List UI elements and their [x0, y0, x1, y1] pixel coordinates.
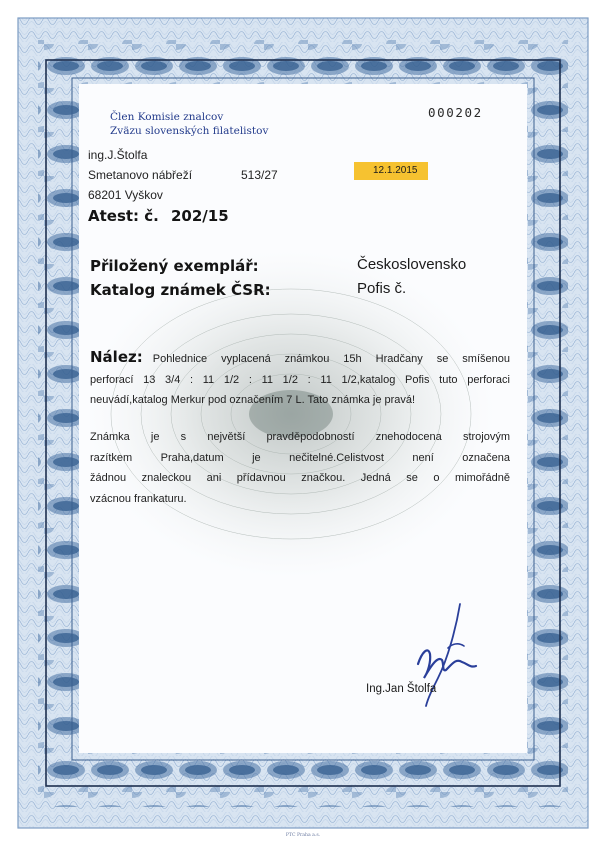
- address-street: Smetanovo nábřeží: [88, 168, 193, 182]
- note-line-2: razítkem Praha,datum je nečitelné.Celistvost není označena: [90, 451, 510, 464]
- finding-line-1-text: Pohlednice vyplacená známkou 15h Hradčany se smíšenou: [152, 353, 510, 365]
- signer-name: Ing.Jan Štolfa: [366, 683, 437, 695]
- note-line-4: vzácnou frankaturu.: [90, 492, 187, 505]
- finding-line-1: [90, 347, 510, 370]
- attest-number: 202/15: [171, 207, 229, 225]
- serial-number: 000202: [428, 105, 483, 120]
- org-line-2: Zväzu slovenských filatelistov: [110, 125, 269, 137]
- finding-paragraph: [90, 347, 510, 411]
- printer-mark: PTC Praha a.s.: [285, 833, 321, 838]
- catalog-value: Pofis č.: [357, 280, 407, 297]
- note-paragraph: [90, 427, 510, 509]
- item-label: Přiložený exemplář:: [90, 257, 259, 275]
- address-number: 513/27: [241, 168, 278, 182]
- item-value: Československo: [357, 256, 467, 273]
- issue-date: 12.1.2015: [373, 165, 418, 176]
- expert-name: ing.J.Štolfa: [88, 148, 148, 162]
- attest-label: Atest: č.: [88, 207, 159, 225]
- issuer-organization: [110, 110, 268, 138]
- org-line-1: Člen Komisie znalcov: [110, 111, 224, 123]
- finding-line-3: neuvádí,katalog Merkur pod označením 7 L. Tato známka je pravá!: [90, 394, 416, 407]
- finding-line-2: perforací 13 3/4 : 11 1/2 : 11 1/2 : 11 1/2,katalog Pofis tuto perforaci: [90, 373, 510, 386]
- address-city: 68201 Vyškov: [88, 188, 163, 202]
- catalog-label: Katalog známek ČSR:: [90, 281, 271, 299]
- note-line-1: Známka je s největší pravděpodobností znehodocena strojovým: [90, 431, 510, 443]
- note-line-3: žádnou znaleckou ani přídavnou značkou. Jedná se o mimořádně: [90, 472, 510, 484]
- finding-label: Nález:: [90, 348, 143, 366]
